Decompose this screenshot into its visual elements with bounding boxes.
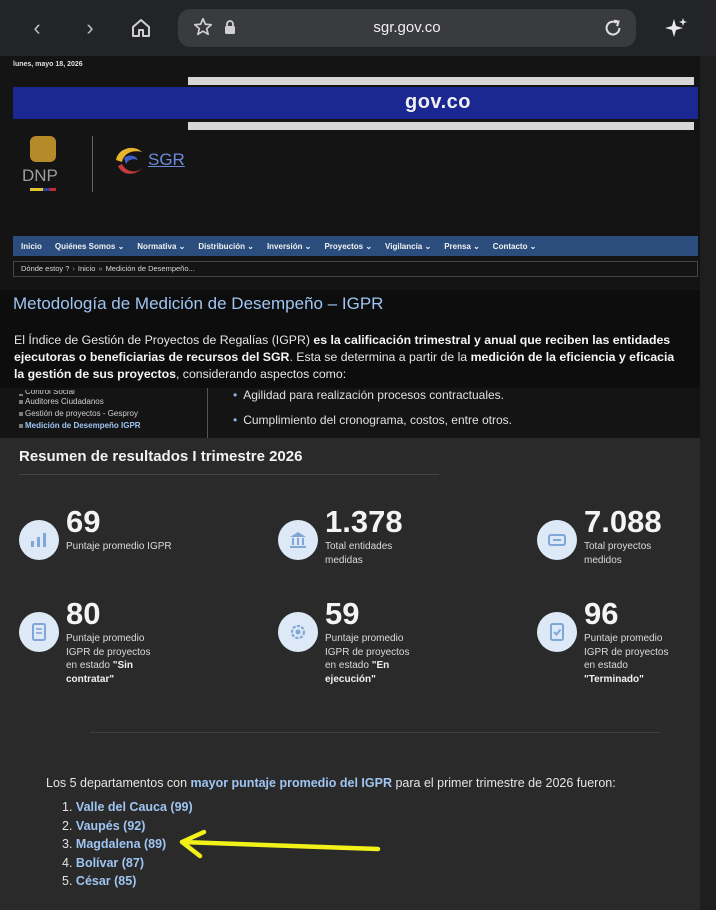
submenu-item-medicion-desempeno[interactable]: Medición de Desempeño IGPR [13,420,207,432]
top5-intro-text: Los 5 departamentos con mayor puntaje promedio del IGPR para el primer trimestre de 2026 fueron: [46,776,616,790]
sidebar-divider [207,388,208,440]
breadcrumb-home-link[interactable]: Inicio [77,264,96,273]
url-text: sgr.gov.co [373,19,441,36]
sidebar-submenu [13,390,207,438]
sgr-logo[interactable]: SGR [112,142,192,184]
yellow-arrow-annotation [170,828,382,868]
nav-item-inicio[interactable]: Inicio [21,241,42,251]
submenu-item-gesproy[interactable]: Gestión de proyectos - Gesproy [13,408,207,420]
stat-label: Total proyectos medidos [584,541,652,566]
stat-value: 80 [66,596,101,631]
nav-item-inversion[interactable]: Inversión ⌄ [266,241,312,251]
sparkle-icon[interactable] [664,16,688,40]
stat-card [19,596,219,712]
stat-label: Puntaje promedio IGPR de proyectos en estado "Terminado" [584,633,669,685]
heading-underline [19,474,439,475]
list-item: 3. Magdalena (89) [62,837,167,851]
breadcrumb-prefix: Dónde estoy ? [21,264,70,273]
list-item: 5. César (85) [62,874,137,888]
back-icon[interactable]: ‹ [33,15,41,40]
coat-of-arms-icon [30,136,56,162]
gov-co-logo: gov.co [405,91,471,113]
ticket-icon [537,520,577,560]
building-icon [278,520,318,560]
nav-item-normativa[interactable]: Normativa ⌄ [137,241,186,251]
stat-value: 7.088 [584,504,662,539]
section-divider [90,732,660,733]
logo-separator [92,136,93,192]
submenu-item-control-social[interactable]: Control Social [13,390,207,396]
current-date: lunes, mayo 18, 2026 [13,61,83,68]
dnp-logo[interactable]: DNP [18,136,68,196]
check-document-icon [537,612,577,652]
list-item: • Agilidad para realización procesos contractuales. [233,388,505,402]
stat-label: Total entidades medidas [325,541,393,566]
browser-toolbar [0,0,716,56]
intro-paragraph: El Índice de Gestión de Proyectos de Regalías (IGPR) es la calificación trimestral y anual que reciben las entidades ejecutoras o beneficiarias de recursos del SGR. Esta se determina a partir de la medición de la eficiencia y eficacia la gestión de sus proyectos, considerando aspectos como: [14,333,675,381]
gear-icon [278,612,318,652]
sgr-swirl-icon [112,142,146,178]
stat-value: 59 [325,596,360,631]
aspects-list [233,386,512,436]
breadcrumb-current: Medición de Desempeño... [105,264,195,273]
stat-card [278,596,478,712]
address-bar[interactable] [178,9,636,47]
stat-value: 1.378 [325,504,403,539]
nav-item-prensa[interactable]: Prensa ⌄ [444,241,480,251]
list-item: • Cumplimiento del cronograma, costos, entre otros. [233,413,512,427]
chart-icon [19,520,59,560]
stat-card [537,596,716,712]
results-panel [0,438,700,910]
nav-item-quienes-somos[interactable]: Quiénes Somos ⌄ [54,241,125,251]
nav-item-vigilancia[interactable]: Vigilancia ⌄ [385,241,432,251]
list-item: 1. Valle del Cauca (99) [62,800,193,814]
nav-item-proyectos[interactable]: Proyectos ⌄ [324,241,373,251]
breadcrumb: Dónde estoy ? › Inicio » Medición de Desempeño... [13,261,698,277]
stat-label: Puntaje promedio IGPR [66,541,172,552]
gov-co-banner[interactable] [13,87,698,119]
document-icon [19,612,59,652]
intro-section [0,290,700,388]
forward-icon[interactable]: › [86,15,94,40]
list-item: 2. Vaupés (92) [62,818,146,833]
home-icon[interactable] [129,16,153,40]
stat-value: 69 [66,504,101,539]
nav-item-contacto[interactable]: Contacto ⌄ [492,241,537,251]
list-item: 4. Bolívar (87) [62,855,145,870]
gov-bar-bottom-stripe [188,122,694,130]
stat-value: 96 [584,596,619,631]
submenu-item-auditores[interactable]: Auditores Ciudadanos [13,396,207,408]
page-title: Metodología de Medición de Desempeño – IGPR [13,294,384,313]
main-navigation [13,236,698,256]
reload-icon[interactable] [602,17,624,39]
nav-item-distribucion[interactable]: Distribución ⌄ [198,241,254,251]
gov-bar-top-stripe [188,77,694,85]
results-heading: Resumen de resultados I trimestre 2026 [19,448,303,465]
stat-label: Puntaje promedio IGPR de proyectos en estado "Sin contratar" [66,633,151,685]
stat-label: Puntaje promedio IGPR de proyectos en estado "En ejecución" [325,633,410,685]
